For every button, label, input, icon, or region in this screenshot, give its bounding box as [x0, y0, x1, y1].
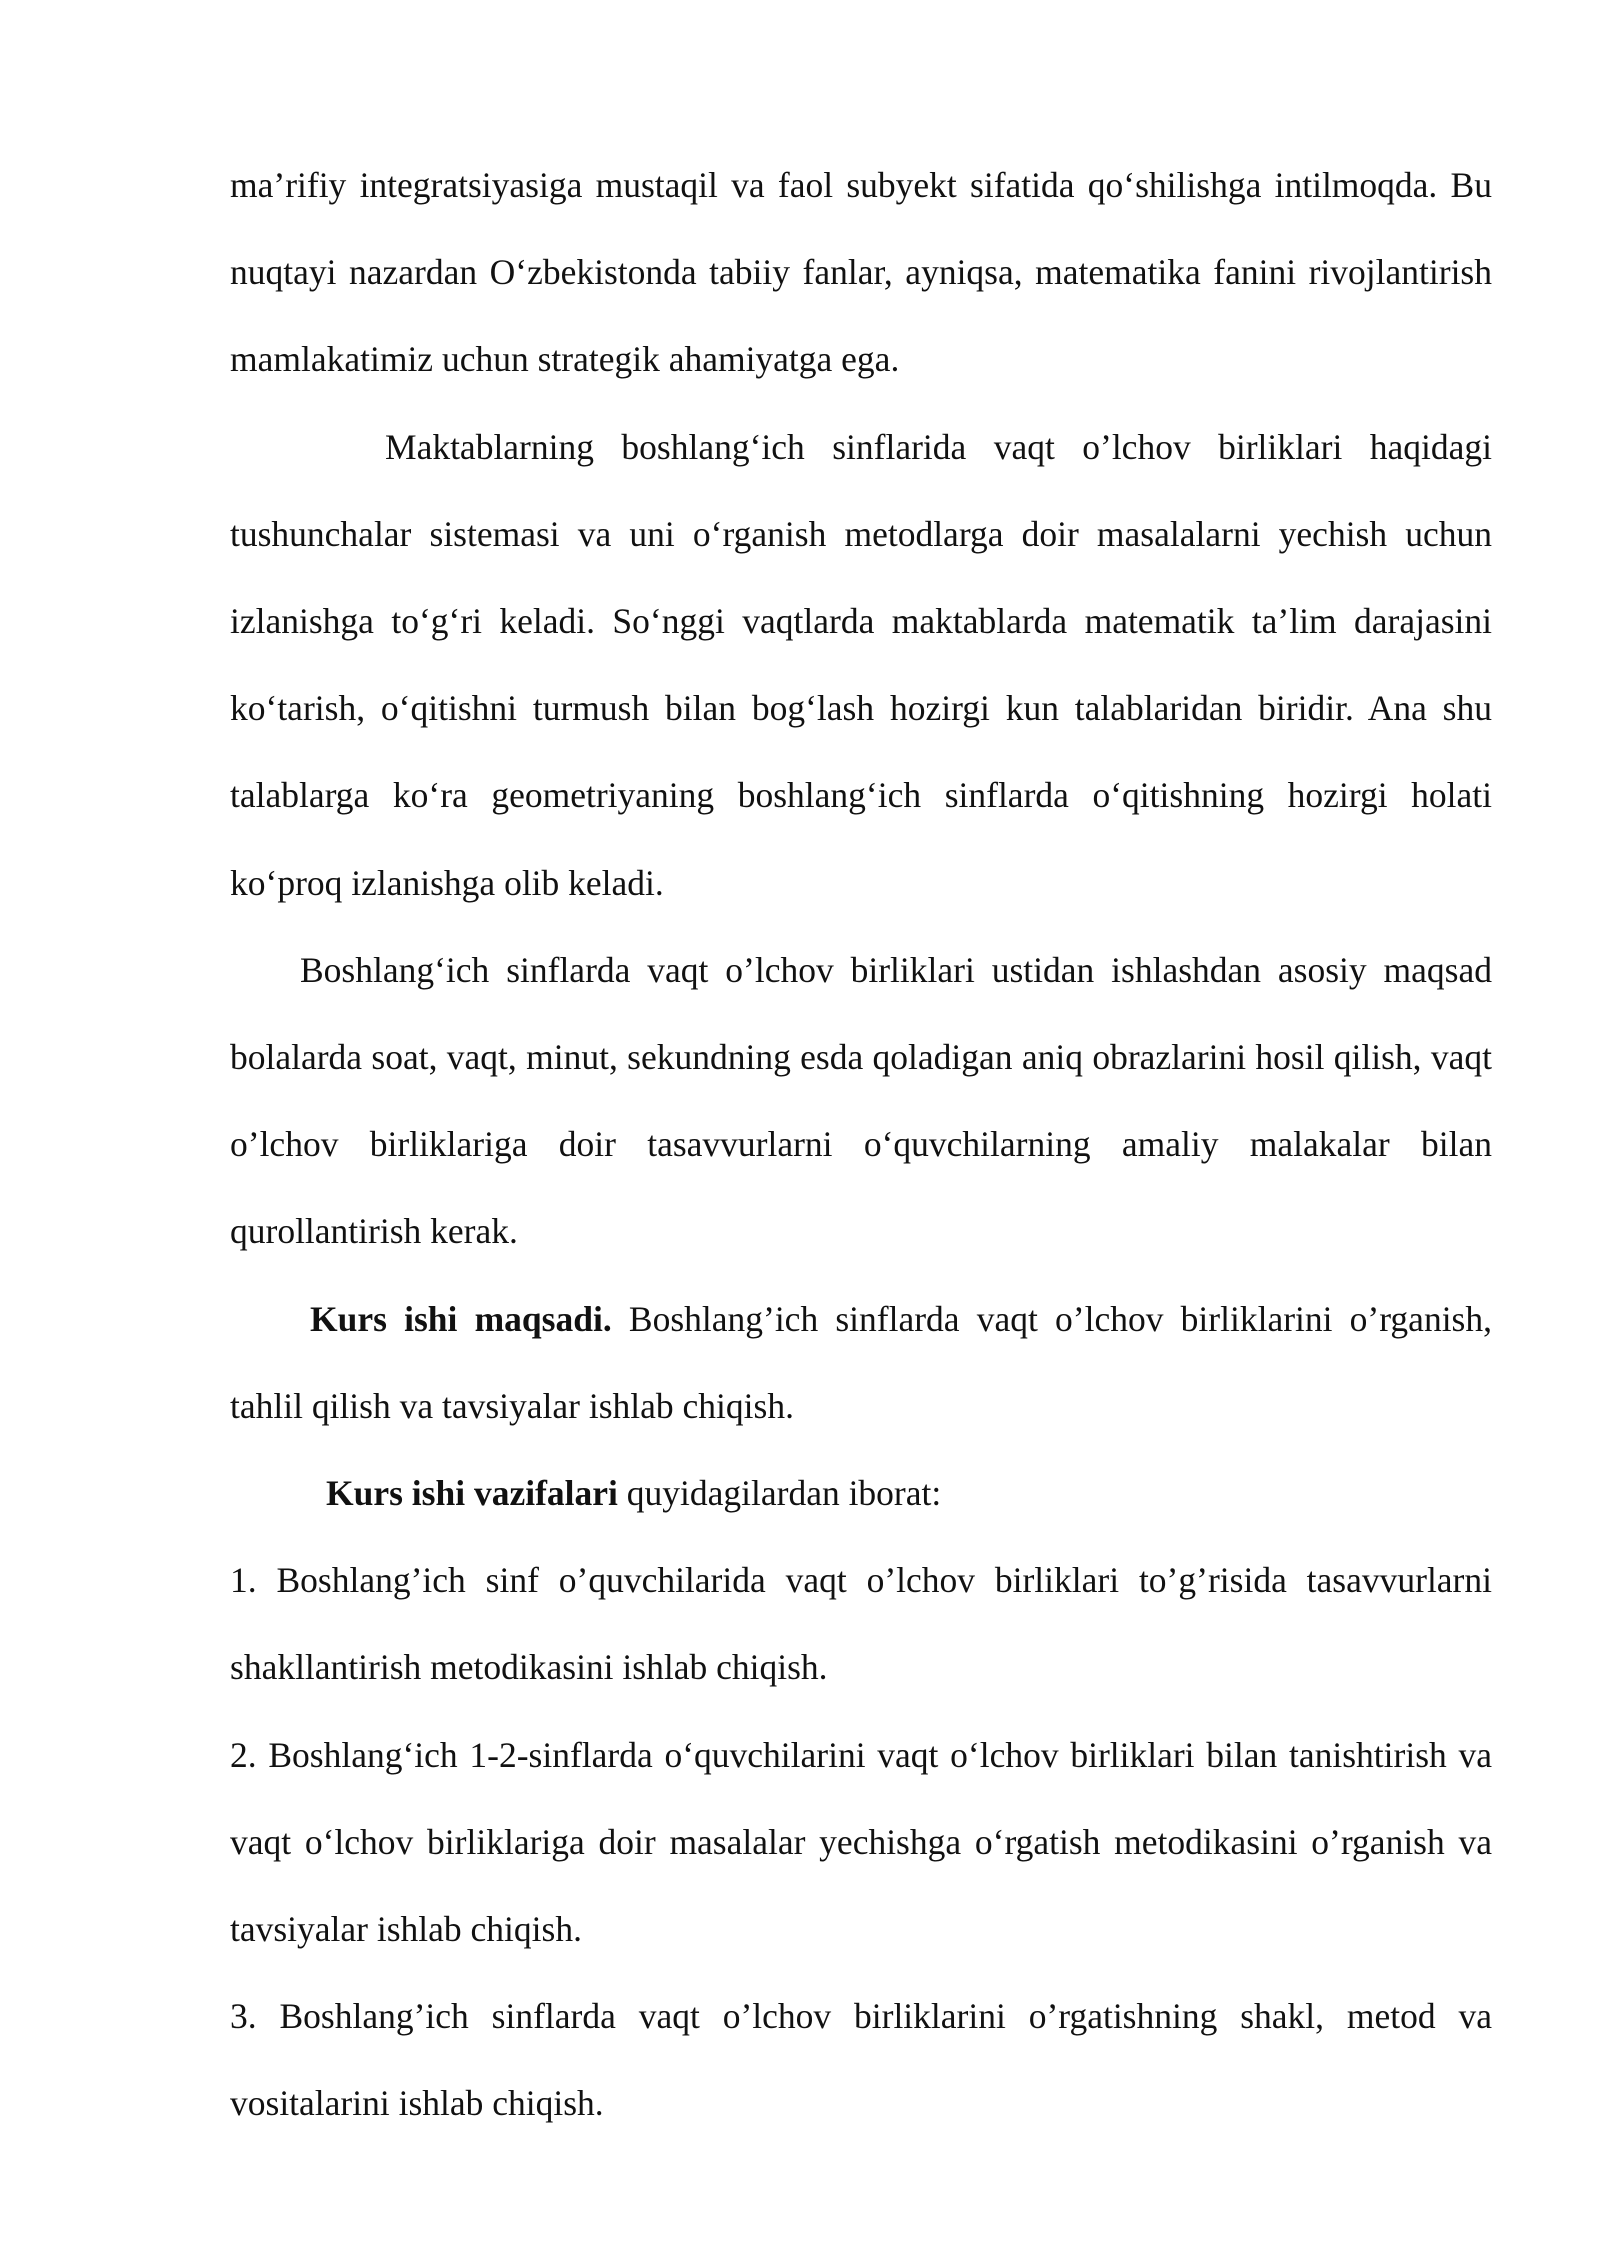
- paragraph-main-goal: Boshlang‘ich sinflarda vaqt o’lchov birliklari ustidan ishlashdan asosiy maqsad bolalarda soat, vaqt, minut, sekundning esda qoladigan aniq obrazlarini hosil qilish, vaqt o’lchov birliklariga doir tasavvurlarni o‘quvchilarning amaliy malakalar bilan qurollantirish kerak.: [230, 949, 1492, 1252]
- paragraph-course-tasks: [230, 1450, 1492, 1537]
- paragraph-course-aim: [230, 1276, 1492, 1450]
- course-aim-heading: Kurs ishi maqsadi.: [310, 1298, 612, 1339]
- course-tasks-intro: quyidagilardan iborat:: [617, 1473, 942, 1514]
- course-tasks-heading: Kurs ishi vazifalari: [326, 1473, 618, 1514]
- paragraph-integration: ma’rifiy integratsiyasiga mustaqil va faol subyekt sifatida qo‘shilishga intilmoqda. Bu nuqtayi nazardan O‘zbekistonda tabiiy fanlar, ayniqsa, matematika fanini rivojlantirish mamlakatimiz uchun strategik ahamiyatga ega.: [230, 165, 1492, 380]
- task-item-2: 2. Boshlang‘ich 1-2-sinflarda o‘quvchilarini vaqt o‘lchov birliklari bilan tanishtirish va vaqt o‘lchov birliklariga doir masalalar yechishga o‘rgatish metodikasini o’rganish va tavsiyalar ishlab chiqish.: [230, 1734, 1492, 1950]
- course-aim-text: Boshlang’ich sinflarda vaqt o’lchov birliklarini o’rganish, tahlil qilish va tavsiyalar ishlab chiqish.: [230, 1298, 1492, 1426]
- body-text: [230, 142, 1492, 2148]
- task-item-3: 3. Boshlang’ich sinflarda vaqt o’lchov birliklarini o’rgatishning shakl, metod va vositalarini ishlab chiqish.: [230, 1996, 1492, 2124]
- task-item-1: 1. Boshlang’ich sinf o’quvchilarida vaqt o’lchov birliklari to’g’risida tasavvurlarni shakllantirish metodikasini ishlab chiqish.: [230, 1560, 1492, 1688]
- paragraph-research: Maktablarning boshlang‘ich sinflarida vaqt o’lchov birliklari haqidagi tushunchalar sistemasi va uni o‘rganish metodlarga doir masalalarni yechish uchun izlanishga to‘g‘ri keladi. So‘nggi vaqtlarda maktablarda matematik ta’lim darajasini ko‘tarish, o‘qitishni turmush bilan bog‘lash hozirgi kun talablaridan biridir. Ana shu talablarga ko‘ra geometriyaning boshlang‘ich sinflarda o‘qitishning hozirgi holati ko‘proq izlanishga olib keladi.: [230, 426, 1492, 903]
